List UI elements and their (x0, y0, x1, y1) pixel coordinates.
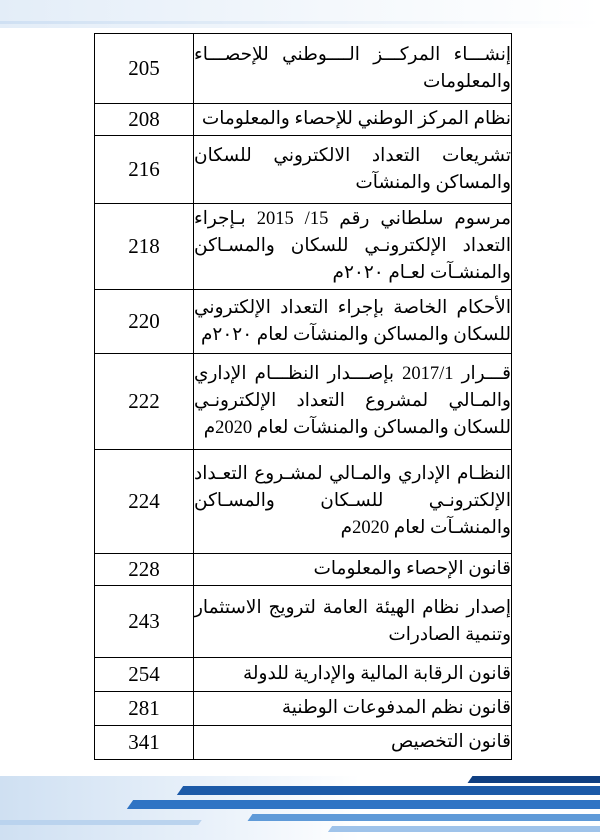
table-row (95, 136, 512, 204)
table-row (95, 354, 512, 450)
entry-title: إنشـــاء المركـــز الــــوطني للإحصـــاء والمعلومات (194, 34, 512, 104)
decorative-stripe (177, 786, 600, 795)
page-number: 208 (95, 104, 194, 136)
entry-title: مرسوم سلطاني رقم 15/ 2015 بـإجراء التعداد الإلكترونـي للسكان والمسـاكن والمنشـآت لعـام ٢٠٢٠م (194, 204, 512, 290)
decorative-stripe (248, 814, 600, 821)
page-number: 254 (95, 658, 194, 692)
decorative-stripe (328, 826, 600, 832)
page-number: 243 (95, 586, 194, 658)
decorative-stripe (468, 776, 600, 783)
table-row (95, 586, 512, 658)
page-number: 281 (95, 692, 194, 726)
entry-title: نظام المركز الوطني للإحصاء والمعلومات (194, 104, 512, 136)
entry-title: النظـام الإداري والمـالي لمشـروع التعـداد الإلكترونـي للسـكان والمسـاكن والمنشـآت لعام 2020م (194, 450, 512, 554)
entry-title: قانون التخصيص (194, 726, 512, 760)
page-number: 216 (95, 136, 194, 204)
table-row (95, 726, 512, 760)
entry-title: قـــرار 2017/1 بإصـــدار النظـــام الإداري والمـالي لمشروع التعداد الإلكترونـي للسكان والمساكن والمنشآت لعام 2020م (194, 354, 512, 450)
table-row (95, 658, 512, 692)
page-number: 205 (95, 34, 194, 104)
table-of-contents (94, 33, 512, 760)
entry-title: قانون الإحصاء والمعلومات (194, 554, 512, 586)
table-row (95, 34, 512, 104)
table-row (95, 450, 512, 554)
entry-title: قانون الرقابة المالية والإدارية للدولة (194, 658, 512, 692)
page-number: 341 (95, 726, 194, 760)
decorative-stripe (127, 800, 600, 809)
page-number: 220 (95, 290, 194, 354)
table-row (95, 104, 512, 136)
entry-title: إصدار نظام الهيئة العامة لترويج الاستثمار وتنمية الصادرات (194, 586, 512, 658)
decorative-stripe (0, 820, 202, 825)
page-number: 218 (95, 204, 194, 290)
page-number: 224 (95, 450, 194, 554)
entry-title: الأحكام الخاصة بإجراء التعداد الإلكتروني للسكان والمساكن والمنشآت لعام ٢٠٢٠م (194, 290, 512, 354)
top-decorative-band (0, 0, 600, 28)
entry-title: قانون نظم المدفوعات الوطنية (194, 692, 512, 726)
table-row (95, 204, 512, 290)
table-row (95, 290, 512, 354)
page-number: 228 (95, 554, 194, 586)
page-number: 222 (95, 354, 194, 450)
table-row (95, 692, 512, 726)
table-row (95, 554, 512, 586)
entry-title: تشريعات التعداد الالكتروني للسكان والمساكن والمنشآت (194, 136, 512, 204)
bottom-decorative-band (0, 776, 600, 840)
